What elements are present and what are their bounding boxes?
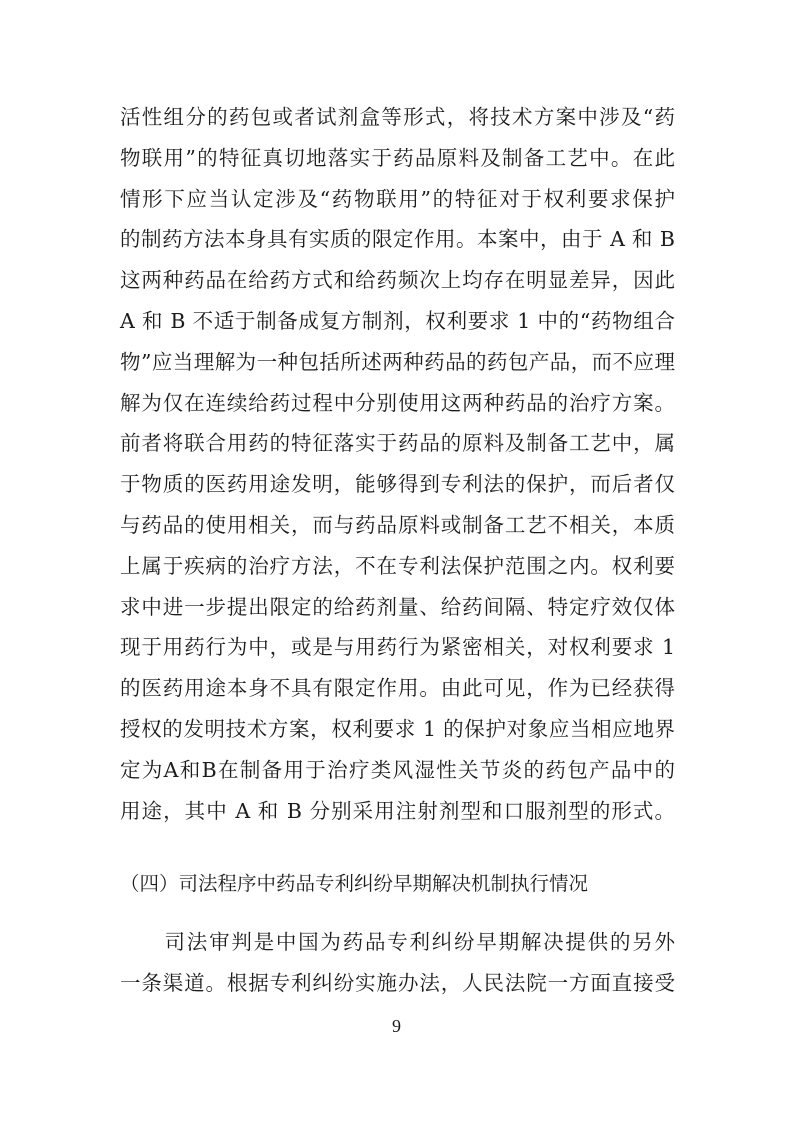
text-line: 的医药用途本身不具有限定作用。由此可见，作为已经获得 — [120, 676, 675, 701]
text-line: 用途，其中 A 和 B 分别采用注射剂型和口服剂型的形式。 — [120, 798, 675, 823]
text-line: 前者将联合用药的特征落实于药品的原料及制备工艺中，属 — [120, 431, 675, 456]
body-paragraph-2 — [120, 922, 675, 1004]
text-line: 的制药方法本身具有实质的限定作用。本案中，由于 A 和 B — [120, 227, 675, 252]
text-line: 求中进一步提出限定的给药剂量、给药间隔、特定疗效仅体 — [120, 594, 675, 619]
text-line: 上属于疾病的治疗方法，不在专利法保护范围之内。权利要 — [120, 553, 675, 578]
text-line: 于物质的医药用途发明，能够得到专利法的保护，而后者仅 — [120, 472, 675, 497]
text-line: A 和 B 不适于制备成复方制剂，权利要求 1 中的“药物组合 — [120, 308, 675, 333]
text-line: 物联用”的特征真切地落实于药品原料及制备工艺中。在此 — [120, 145, 675, 170]
text-line: 解为仅在连续给药过程中分别使用这两种药品的治疗方案。 — [120, 390, 675, 415]
text-line: 这两种药品在给药方式和给药频次上均存在明显差异，因此 — [120, 268, 675, 293]
text-line: 授权的发明技术方案，权利要求 1 的保护对象应当相应地界 — [120, 716, 675, 741]
body-paragraph — [120, 97, 675, 831]
page-number: 9 — [392, 1016, 401, 1036]
text-line: 司法审判是中国为药品专利纠纷早期解决提供的另外 — [120, 930, 675, 954]
text-line: 现于用药行为中，或是与用药行为紧密相关，对权利要求 1 — [120, 635, 675, 660]
text-line: 情形下应当认定涉及“药物联用”的特征对于权利要求保护 — [120, 186, 675, 211]
text-line: 物”应当理解为一种包括所述两种药品的药包产品，而不应理 — [120, 349, 675, 374]
text-line: 活性组分的药包或者试剂盒等形式，将技术方案中涉及“药 — [120, 105, 675, 129]
text-line: 定为A和B在制备用于治疗类风湿性关节炎的药包产品中的 — [120, 757, 675, 782]
section-heading: （四）司法程序中药品专利纠纷早期解决机制执行情况 — [120, 872, 589, 895]
text-line: 一条渠道。根据专利纠纷实施办法，人民法院一方面直接受 — [120, 970, 675, 995]
text-line: 与药品的使用相关，而与药品原料或制备工艺不相关，本质 — [120, 512, 675, 537]
